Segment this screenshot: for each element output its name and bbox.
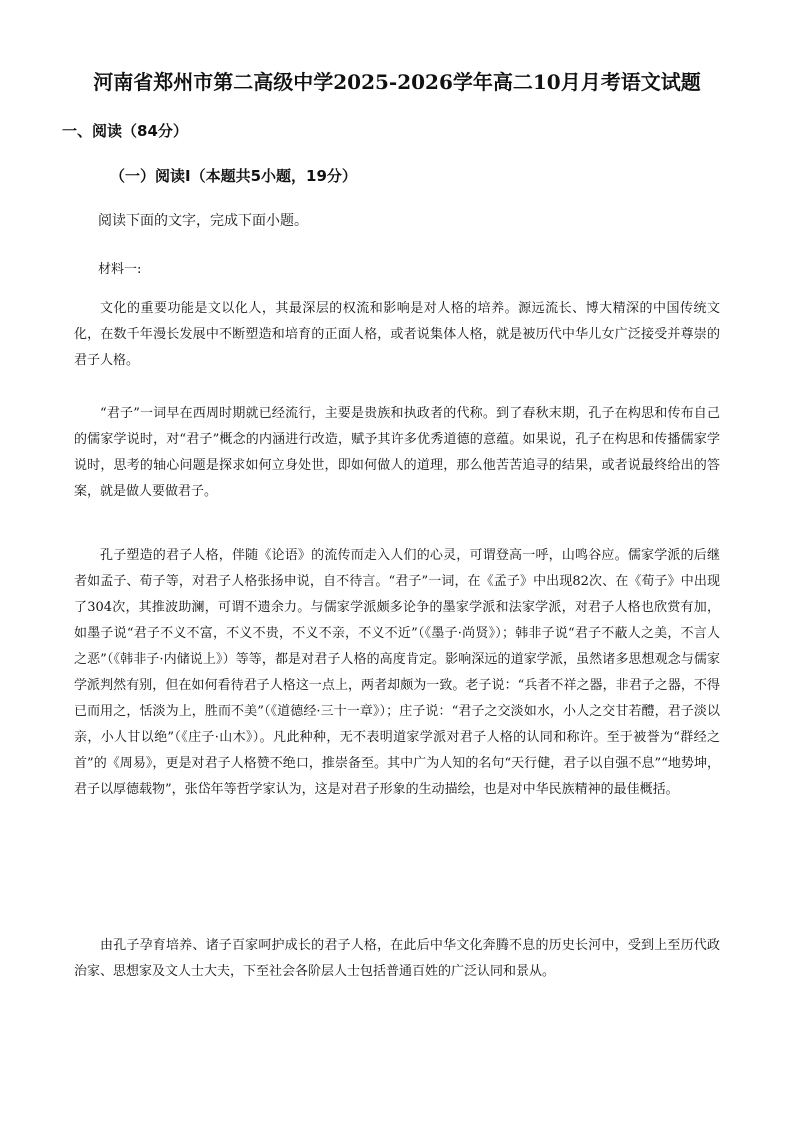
paragraph-4: 由孔子孕育培养、诸子百家呵护成长的君子人格，在此后中华文化奔腾不息的历史长河中，受到上至历代政治家、思想家及文人士大夫，下至社会各阶层人士包括普通百姓的广泛认同和景从。: [74, 938, 720, 979]
subsection-heading: （一）阅读Ⅰ（本题共5小题，19分）: [110, 167, 357, 185]
material-label: 材料一:: [98, 262, 142, 277]
instruction-text: 阅读下面的文字，完成下面小题。: [98, 213, 308, 229]
document-title: 河南省郑州市第二高级中学2025-2026学年高二10月月考语文试题: [93, 70, 701, 94]
paragraph-2: “君子”一词早在西周时期就已经流行，主要是贵族和执政者的代称。到了春秋末期，孔子在构思和传布自己的儒家学说时，对“君子”概念的内涵进行改造，赋予其许多优秀道德的意蕴。如果说，孔子在构思和传播儒家学说时，思考的轴心问题是探求如何立身处世，即如何做人的道理，那么他苦苦追寻的结果，或者说最终给出的答案，就是做人要做君子。: [74, 406, 720, 499]
paragraph-3: 孔子塑造的君子人格，伴随《论语》的流传而走入人们的心灵，可谓登高一呼，山鸣谷应。儒家学派的后继者如孟子、荀子等，对君子人格张扬申说，自不待言。“君子”一词，在《孟子》中出现82次、在《荀子》中出现了304次，其推波助澜，可谓不遗余力。与儒家学派颇多论争的墨家学派和法家学派，对君子人格也欣赏有加，如墨子说“君子不义不富，不义不贵，不义不亲，不义不近”（《墨子·尚贤》）；韩非子说“君子不蔽人之美，不言人之恶”（《韩非子·内储说上》）等等，都是对君子人格的高度肯定。影响深远的道家学派，虽然诸多思想观念与儒家学派判然有别，但在如何看待君子人格这一点上，两者却颇为一致。老子说：“兵者不祥之器，非君子之器，不得已而用之，恬淡为上，胜而不美”（《道德经·三十一章》）；庄子说：“君子之交淡如水，小人之交甘若醴，君子淡以亲，小人甘以绝”（《庄子·山木》）。凡此种种，无不表明道家学派对君子人格的认同和称许。至于被誉为“群经之首”的《周易》，更是对君子人格赞不绝口，推崇备至。其中广为人知的名句“天行健，君子以自强不息”“地势坤，君子以厚德载物”，张岱年等哲学家认为，这是对君子形象的生动描绘，也是对中华民族精神的最佳概括。: [74, 548, 720, 797]
section-heading: 一、阅读（84分）: [62, 122, 188, 140]
paragraph-1: 文化的重要功能是文以化人，其最深层的权流和影响是对人格的培养。源远流长、博大精深的中国传统文化，在数千年漫长发展中不断塑造和培育的正面人格，或者说集体人格，就是被历代中华儿女广泛接受并尊崇的君子人格。: [74, 301, 720, 368]
